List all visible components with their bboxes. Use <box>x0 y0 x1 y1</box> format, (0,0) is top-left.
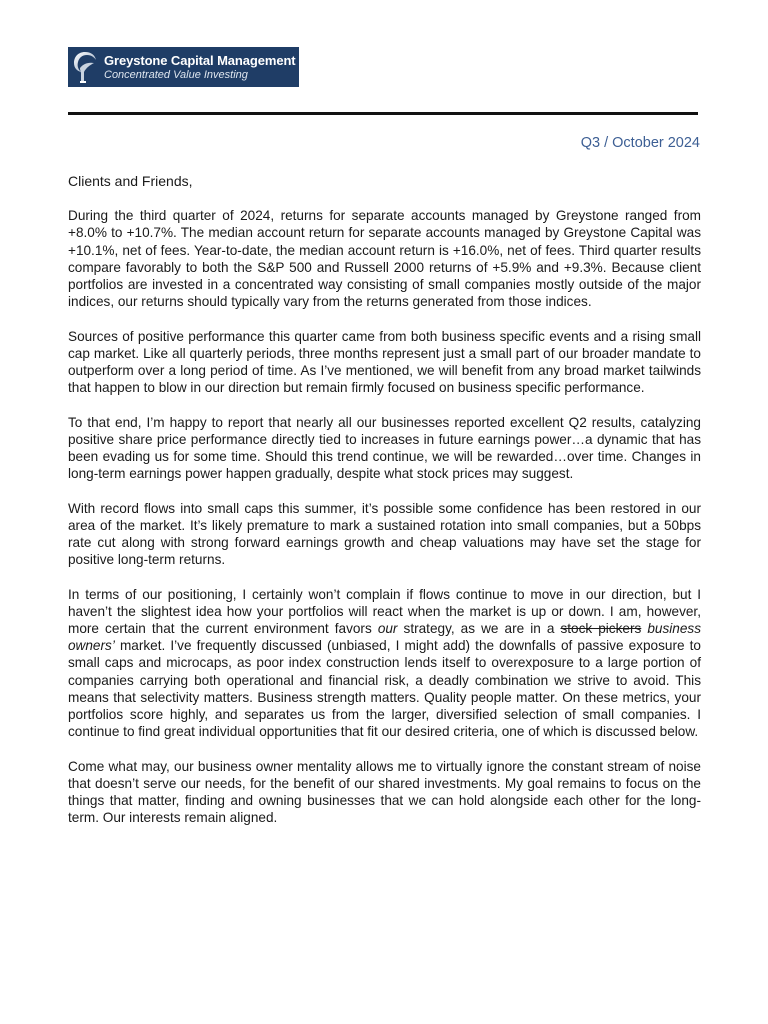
logo-text <box>104 54 296 81</box>
paragraph-small-cap-flows: With record flows into small caps this summer, it’s possible some confidence has been restored in our area of the market. It’s likely premature to mark a sustained rotation into small companies, but a 50bps rate cut along with strong forward earnings growth and cheap valuations may have set the stage for positive long-term returns. <box>68 500 701 568</box>
paragraph-performance-sources: Sources of positive performance this quarter came from both business specific events and a rising small cap market. Like all quarterly periods, three months represent just a small part of our broader mandate to outperform over a long period of time. As I’ve mentioned, we will benefit from any broad market tailwinds that happen to blow in our direction but remain firmly focused on business specific performance. <box>68 328 701 396</box>
paragraph-q2-results: To that end, I’m happy to report that nearly all our businesses reported excellent Q2 results, catalyzing positive share price performance directly tied to increases in future earnings power…a dynamic that has been evading us for some time. Should this trend continue, we will be rewarded…over time. Changes in long-term earnings power happen gradually, despite what stock prices may suggest. <box>68 414 701 482</box>
letter-date: Q3 / October 2024 <box>580 135 700 151</box>
letter-body <box>68 173 701 844</box>
paragraph-business-owner-mentality: Come what may, our business owner mentality allows me to virtually ignore the constant stream of noise that doesn’t serve our needs, for the benefit of our shared investments. My goal remains to focus on the things that matter, finding and owning businesses that we can hold alongside each other for the long-term. Our interests remain aligned. <box>68 758 701 826</box>
greystone-logo-icon <box>72 50 98 84</box>
header-divider <box>68 112 698 115</box>
paragraph-positioning <box>68 586 701 741</box>
struck-stock-pickers: stock pickers <box>560 621 642 637</box>
positioning-text-part-1: In terms of our positioning, I certainly won’t complain if flows continue to move in our direction, but I haven’t the slightest idea how your portfolios will react when the market is up or down. I am, however, more certain that the current environment favors <box>68 586 701 637</box>
paragraph-q3-returns: During the third quarter of 2024, returns for separate accounts managed by Greystone ranged from +8.0% to +10.7%. The median account return for separate accounts managed by Greystone Capital was +10.1%, net of fees. Year-to-date, the median account return is +16.0%, net of fees. Third quarter results compare favorably to both the S&P 500 and Russell 2000 returns of +5.9% and +9.3%. Because client portfolios are invested in a concentrated way consisting of small companies mostly outside of the major indices, our returns should typically vary from the returns generated from those indices. <box>68 208 701 310</box>
positioning-text-part-2: strategy, as we are in a <box>397 621 561 637</box>
company-logo <box>68 47 299 87</box>
logo-company-name: Greystone Capital Management <box>104 52 296 68</box>
emphasis-business-owners: business owners’ <box>68 621 702 654</box>
positioning-text-part-3: market. I’ve frequently discussed (unbiased, I might add) the downfalls of passive exposure to small caps and microcaps, as poor index construction lends itself to overexposure to a large portion of companies carrying both operational and financial risk, a deadly combination we strive to avoid. This means that selectivity matters. Business strength matters. Quality people matter. On these metrics, your portfolios score highly, and separates us from the larger, diversified selection of small companies. I continue to find great individual opportunities that fit our desired criteria, one of which is discussed below. <box>68 638 701 740</box>
emphasis-our: our <box>377 621 398 637</box>
salutation: Clients and Friends, <box>68 173 193 189</box>
logo-tagline: Concentrated Value Investing <box>104 68 248 81</box>
